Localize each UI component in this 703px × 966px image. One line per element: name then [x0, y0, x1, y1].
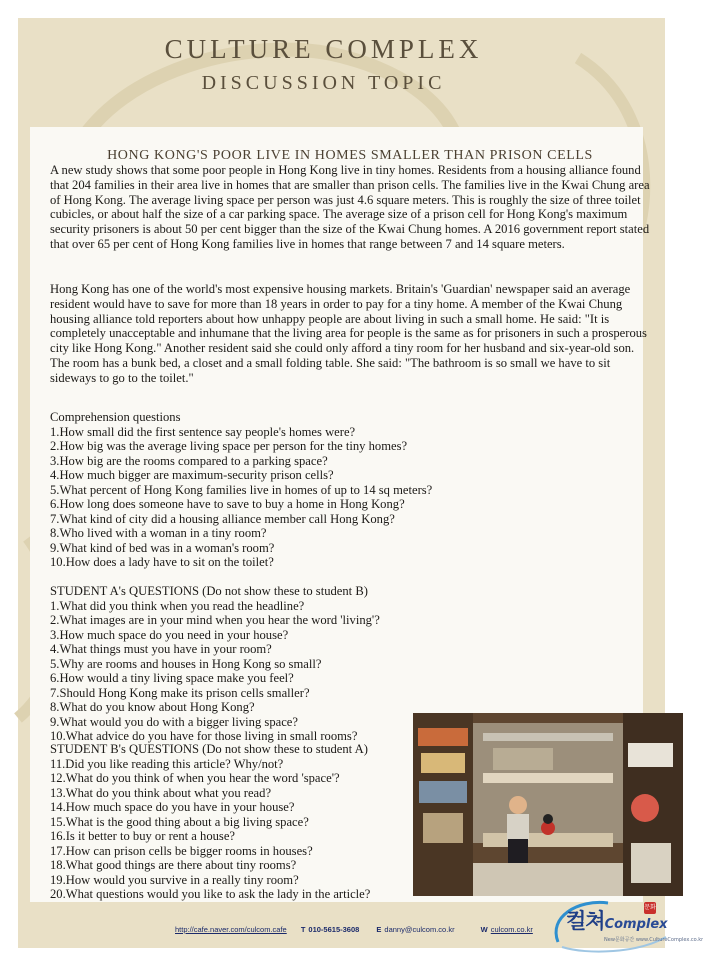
question-item: 8.What do you know about Hong Kong?: [50, 700, 255, 714]
comprehension-questions: [50, 410, 433, 570]
article-paragraph: A new study shows that some poor people in Hong Kong live in tiny homes. Residents from a housing alliance found that 204 families in their area live in homes that are smaller than prison cells. The families live in the Kwai Chung area of Hong Kong. The average living space per person was just 4.6 square meters. This is roughly the size of three toilet cubicles, or about half the size of a car parking space. The average size of a prison cell for Hong Kong's maximum security prisoners is about 50 per cent bigger than the size of the Kwai Chung homes. A 2016 government report stated that over 65 per cent of Hong Kong families live in homes that range between 7 and 14 square meters.: [50, 163, 650, 251]
footer: [175, 925, 557, 934]
question-item: 9.What would you do with a bigger living space?: [50, 714, 298, 729]
logo-english: Complex: [604, 917, 668, 932]
footer-phone-label: T: [300, 925, 306, 934]
page-subtitle: DISCUSSION TOPIC: [201, 72, 446, 94]
question-item: 6.How would a tiny living space make you feel?: [50, 671, 294, 685]
article-paragraph: Hong Kong has one of the world's most expensive housing markets. Britain's 'Guardian' newspaper said an average resident would have to save for more than 18 years in order to pay for a tiny home. A member of the Kwai Chung housing alliance told reporters about how unhappy people are about living in such a small home. He said: "It is completely unacceptable and inhumane that the living area for people is the same as for prisoners in such a prosperous city like Hong Kong." Another resident said she could only afford a tiny room for her husband and six-year-old son. The room has a bunk bed, a closet and a small folding table. She said: "The bathroom is so small we have to sit sideways to go to the toilet.": [50, 282, 647, 385]
footer-phone: 010-5615-3608: [308, 925, 360, 934]
section-heading: STUDENT A's QUESTIONS (Do not show these to student B): [50, 584, 368, 598]
article-photo: [413, 713, 683, 896]
question-item: 4.How much bigger are maximum-security prison cells?: [50, 468, 334, 482]
footer-web-label: W: [480, 925, 488, 934]
page-title: CULTURE COMPLEX: [164, 34, 483, 64]
question-item: 3.How big are the rooms compared to a parking space?: [50, 453, 328, 468]
logo-korean: 컬쳐: [566, 909, 605, 933]
question-item: 3.How much space do you need in your house?: [50, 627, 289, 642]
question-item: 12.What do you think of when you hear the word 'space'?: [50, 771, 340, 785]
question-item: 10.How does a lady have to sit on the toilet?: [50, 555, 274, 569]
question-item: 16.Is it better to buy or rent a house?: [50, 829, 236, 843]
student-a-questions: [50, 584, 410, 744]
room-illustration: [413, 713, 683, 896]
footer-email-label: E: [376, 925, 382, 934]
logo-tagline: New문화공간 www.CultureComplex.co.kr: [604, 937, 703, 943]
student-b-questions: [50, 742, 410, 902]
question-item: 5.Why are rooms and houses in Hong Kong so small?: [50, 656, 322, 671]
question-item: 7.Should Hong Kong make its prison cells smaller?: [50, 685, 310, 700]
question-item: 1.How small did the first sentence say people's homes were?: [50, 424, 356, 439]
logo-badge: 문화: [644, 902, 656, 914]
question-item: 1.What did you think when you read the headline?: [50, 598, 305, 613]
question-item: 4.What things must you have in your room?: [50, 642, 272, 656]
question-item: 19.How would you survive in a really tiny room?: [50, 872, 299, 887]
section-heading: Comprehension questions: [50, 410, 181, 424]
article-headline: HONG KONG'S POOR LIVE IN HOMES SMALLER THAN PRISON CELLS: [107, 148, 593, 163]
question-item: 11.Did you like reading this article? Why/not?: [50, 756, 284, 771]
question-item: 14.How much space do you have in your house?: [50, 800, 295, 814]
question-item: 6.How long does someone have to save to buy a home in Hong Kong?: [50, 497, 405, 511]
question-item: 13.What do you think about what you read?: [50, 785, 272, 800]
question-item: 9.What kind of bed was in a woman's room?: [50, 540, 275, 555]
question-item: 17.How can prison cells be bigger rooms in houses?: [50, 843, 313, 858]
question-item: 8.Who lived with a woman in a tiny room?: [50, 526, 267, 540]
question-item: 5.What percent of Hong Kong families live in homes of up to 14 sq meters?: [50, 482, 433, 497]
question-item: 2.How big was the average living space per person for the tiny homes?: [50, 439, 408, 453]
question-item: 20.What questions would you like to ask the lady in the article?: [50, 887, 371, 901]
footer-cafe-link[interactable]: http://cafe.naver.com/culcom.cafe: [175, 925, 287, 934]
question-item: 15.What is the good thing about a big living space?: [50, 814, 309, 829]
section-heading: STUDENT B's QUESTIONS (Do not show these to student A): [50, 742, 368, 756]
question-item: 7.What kind of city did a housing alliance member call Hong Kong?: [50, 511, 395, 526]
question-item: 10.What advice do you have for those living in small rooms?: [50, 729, 358, 743]
question-item: 2.What images are in your mind when you hear the word 'living'?: [50, 613, 380, 627]
footer-web-link[interactable]: culcom.co.kr: [490, 925, 533, 934]
question-item: 18.What good things are there about tiny rooms?: [50, 858, 297, 872]
footer-email[interactable]: danny@culcom.co.kr: [384, 925, 455, 934]
